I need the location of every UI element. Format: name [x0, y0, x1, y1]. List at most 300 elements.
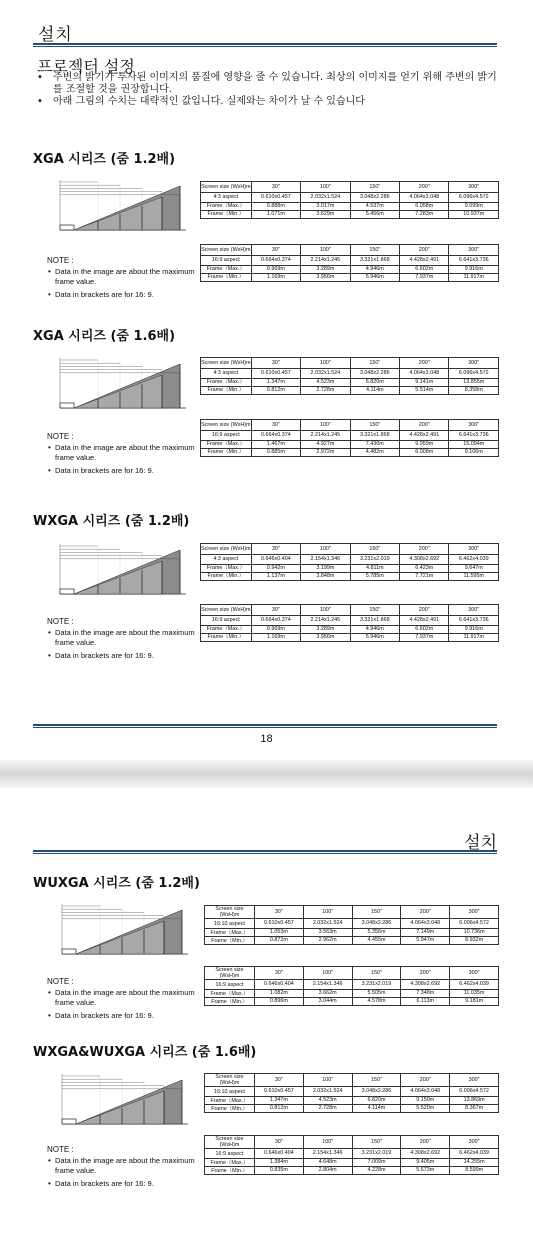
frame-min-row: [201, 449, 499, 457]
projection-diagram: [58, 356, 188, 418]
projection-diagram: [58, 178, 188, 240]
table-cell: 3.321x1.868: [350, 256, 399, 266]
table-cell: 3.629m: [301, 211, 350, 219]
note: [47, 432, 207, 476]
table-cell: 0.835m: [254, 1167, 303, 1175]
table-cell: 0.812m: [251, 387, 300, 395]
table-cell: 200": [400, 245, 449, 256]
table-cell: 200": [400, 182, 449, 193]
frame-max-row: [201, 626, 499, 634]
table-cell: 9.150m: [401, 1097, 450, 1105]
frame-min-row: [201, 211, 499, 219]
table-cell: 11.035m: [450, 990, 499, 998]
table-cell: 6.641x3.736: [449, 616, 499, 626]
row-label: Frame（Min.）: [201, 573, 252, 581]
table-cell: 3.956m: [301, 274, 350, 282]
table-cell: 1.053m: [254, 929, 303, 937]
table-cell: 300": [450, 1136, 499, 1149]
row-label: Frame（Max.）: [201, 203, 252, 211]
table-cell: 150": [350, 182, 399, 193]
dimensions-row: [205, 980, 499, 990]
table-cell: 30": [251, 420, 300, 431]
table-cell: 6.058m: [400, 203, 449, 211]
table-cell: 3.199m: [301, 565, 350, 573]
row-label: Frame（Max.）: [201, 441, 252, 449]
table-cell: 0.888m: [251, 203, 300, 211]
table-cell: 200": [401, 967, 450, 980]
frame-min-row: [205, 1105, 499, 1113]
table-cell: 150": [352, 1074, 401, 1087]
table-cell: 6.008m: [400, 449, 449, 457]
throw-distance-diagram: [60, 902, 190, 964]
size-header-row: [201, 358, 499, 369]
table-cell: 4.114m: [352, 1105, 401, 1113]
table-cell: 13.869m: [450, 1097, 499, 1105]
table-cell: 7.937m: [400, 274, 449, 282]
row-label: Frame（Max.）: [205, 929, 255, 937]
intro-bullet: • 주변의 밝기가 투사된 이미지의 품질에 영향을 줄 수 있습니다. 최상의 이미지를 얻기 위해 주변의 밝기를 조절할 것을 권장합니다.: [37, 72, 497, 96]
note-list: [47, 988, 207, 1022]
note-item: • Data in the image are about the maximum frame value.: [47, 628, 207, 649]
frame-max-row: [201, 379, 499, 387]
section-title: WXGA 시리즈 (줌 1.2배): [33, 514, 190, 529]
row-label: Frame（Min.）: [201, 634, 252, 642]
table-cell: 2.032x1.524: [301, 193, 350, 203]
row-label: Frame（Max.）: [205, 990, 255, 998]
note-list: [47, 443, 207, 477]
table-cell: 3.231x2.019: [350, 555, 399, 565]
row-label: Screen size (WxH)m: [205, 1074, 255, 1087]
table-cell: 300": [449, 245, 499, 256]
section-subtitle: 프로젝터 설정: [37, 57, 135, 76]
table-cell: 0.885m: [251, 449, 300, 457]
throw-distance-diagram: [58, 178, 188, 240]
table-cell: 7.348m: [401, 990, 450, 998]
table-cell: 4.428x2.491: [400, 256, 449, 266]
table-cell: 2.214x1.245: [301, 616, 350, 626]
spec-table: [204, 966, 499, 1006]
table-cell: 0.646x0.404: [254, 980, 303, 990]
table-cell: 4.228m: [352, 1167, 401, 1175]
table-cell: 100": [301, 245, 350, 256]
note-item: • Data in the image are about the maximum frame value.: [47, 1156, 207, 1177]
table-cell: 0.646x0.404: [254, 1149, 303, 1159]
table-cell: 6.641x3.736: [449, 256, 499, 266]
table-cell: 6.820m: [352, 1097, 401, 1105]
row-label: Frame（Min.）: [201, 387, 252, 395]
row-label: 4:3 aspect: [201, 193, 252, 203]
note-list: [47, 267, 207, 301]
table-cell: 5.514m: [400, 387, 449, 395]
table-cell: 100": [301, 420, 350, 431]
table-cell: 150": [352, 967, 401, 980]
table-cell: 0.872m: [254, 937, 303, 945]
table-cell: 5.946m: [350, 274, 399, 282]
size-header-row: [201, 544, 499, 555]
table-cell: 100": [303, 906, 352, 919]
frame-max-row: [201, 441, 499, 449]
row-label: Frame（Min.）: [205, 1167, 255, 1175]
table-cell: 9.106m: [449, 449, 499, 457]
table-cell: 4.537m: [350, 203, 399, 211]
table-cell: 2.154x1.346: [303, 1149, 352, 1159]
spec-table: [200, 244, 499, 282]
frame-min-row: [201, 387, 499, 395]
table-cell: 2.804m: [303, 1167, 352, 1175]
row-label: 4:3 aspect: [201, 369, 252, 379]
projection-diagram: [58, 542, 188, 604]
row-label: 16:9 aspect: [201, 431, 252, 441]
table-cell: 1.137m: [251, 573, 300, 581]
table-cell: 9.647m: [449, 565, 499, 573]
spec-table: [200, 604, 499, 642]
note-item: • Data in brackets are for 16: 9.: [47, 1179, 207, 1190]
table-cell: 4.308x2.692: [401, 980, 450, 990]
table-cell: 4.578m: [352, 998, 401, 1006]
note-item: • Data in the image are about the maximum frame value.: [47, 267, 207, 288]
table-cell: 200": [400, 544, 449, 555]
table-cell: 300": [449, 605, 499, 616]
table-cell: 4.064x3.048: [400, 369, 449, 379]
table-cell: 14.255m: [450, 1159, 499, 1167]
note-heading: NOTE :: [47, 1145, 74, 1154]
table-cell: 300": [449, 358, 499, 369]
table-cell: 9.141m: [400, 379, 449, 387]
note-heading: NOTE :: [47, 256, 74, 265]
table-cell: 2.154x1.346: [301, 555, 350, 565]
table-cell: 4.114m: [350, 387, 399, 395]
table-cell: 6.462x4.039: [450, 1149, 499, 1159]
table-cell: 150": [350, 245, 399, 256]
intro-bullets: [37, 72, 497, 108]
size-header-row: [205, 1136, 499, 1149]
size-header-row: [201, 605, 499, 616]
row-label: Screen size (WxH)m: [205, 1136, 255, 1149]
note: [47, 256, 207, 300]
table-cell: 200": [401, 1074, 450, 1087]
table-cell: 6.462x4.039: [450, 980, 499, 990]
table-cell: 3.289m: [301, 266, 350, 274]
table-cell: 9.959m: [400, 441, 449, 449]
note-item: • Data in brackets are for 16: 9.: [47, 466, 207, 477]
table-cell: 0.610x0.457: [254, 919, 303, 929]
table-cell: 5.520m: [401, 1105, 450, 1113]
spec-table: [200, 181, 499, 219]
table-cell: 100": [301, 358, 350, 369]
note: [47, 617, 207, 661]
table-cell: 5.785m: [350, 573, 399, 581]
row-label: Screen size (WxH)m: [201, 544, 252, 555]
table-cell: 8.932m: [450, 937, 499, 945]
note-item: • Data in the image are about the maximum frame value.: [47, 443, 207, 464]
frame-max-row: [201, 565, 499, 573]
table-cell: 4.523m: [303, 1097, 352, 1105]
table-cell: 100": [301, 182, 350, 193]
table-cell: 0.896m: [254, 998, 303, 1006]
table-cell: 30": [254, 967, 303, 980]
row-label: 16:10 aspect: [205, 1087, 255, 1097]
table-cell: 4.428x2.491: [400, 431, 449, 441]
size-header-row: [205, 967, 499, 980]
row-label: 16:9 aspect: [205, 1149, 255, 1159]
frame-max-row: [201, 266, 499, 274]
size-header-row: [205, 1074, 499, 1087]
table-cell: 4.946m: [350, 266, 399, 274]
table-cell: 0.610x0.457: [251, 193, 300, 203]
section-title: WUXGA 시리즈 (줌 1.2배): [33, 876, 200, 891]
table-cell: 6.113m: [401, 998, 450, 1006]
table-cell: 4.811m: [350, 565, 399, 573]
note-heading: NOTE :: [47, 977, 74, 986]
row-label: Frame（Max.）: [201, 266, 252, 274]
dimensions-row: [201, 369, 499, 379]
table-cell: 7.149m: [401, 929, 450, 937]
table-cell: 0.942m: [251, 565, 300, 573]
table-cell: 7.937m: [400, 634, 449, 642]
row-label: Frame（Min.）: [201, 449, 252, 457]
table-cell: 6.462x4.039: [449, 555, 499, 565]
dimensions-row: [201, 256, 499, 266]
footer-rule: [33, 724, 497, 728]
table-cell: 2.154x1.346: [303, 980, 352, 990]
note-heading: NOTE :: [47, 432, 74, 441]
header-rule: [33, 850, 497, 854]
table-cell: 150": [350, 544, 399, 555]
table-cell: 5.356m: [352, 929, 401, 937]
table-cell: 3.848m: [301, 573, 350, 581]
frame-min-row: [201, 573, 499, 581]
dimensions-row: [201, 193, 499, 203]
table-cell: 200": [400, 605, 449, 616]
table-cell: 200": [400, 420, 449, 431]
table-cell: 11.917m: [449, 634, 499, 642]
table-cell: 150": [350, 605, 399, 616]
row-label: Frame（Max.）: [201, 379, 252, 387]
table-cell: 4.064x3.048: [401, 919, 450, 929]
frame-max-row: [205, 1159, 499, 1167]
note-list: [47, 628, 207, 662]
frame-max-row: [205, 990, 499, 998]
table-cell: 3.231x2.019: [352, 1149, 401, 1159]
spec-table: [200, 419, 499, 457]
table-cell: 200": [401, 906, 450, 919]
table-cell: 30": [251, 358, 300, 369]
table-cell: 1.347m: [251, 379, 300, 387]
table-cell: 2.962m: [303, 937, 352, 945]
table-cell: 9.916m: [449, 266, 499, 274]
table-cell: 4.064x3.048: [400, 193, 449, 203]
frame-min-row: [205, 1167, 499, 1175]
table-cell: 30": [254, 1074, 303, 1087]
table-cell: 30": [251, 605, 300, 616]
table-cell: 8.358m: [449, 387, 499, 395]
table-cell: 6.602m: [400, 266, 449, 274]
note-item: • Data in brackets are for 16: 9.: [47, 651, 207, 662]
row-label: Screen size (WxH)m: [201, 420, 252, 431]
frame-min-row: [205, 937, 499, 945]
table-cell: 8.367m: [450, 1105, 499, 1113]
spec-table: [200, 543, 499, 581]
note-list: [47, 1156, 207, 1190]
row-label: Frame（Min.）: [205, 998, 255, 1006]
section-title: XGA 시리즈 (줌 1.6배): [33, 329, 176, 344]
table-cell: 7.283m: [400, 211, 449, 219]
table-cell: 300": [449, 544, 499, 555]
table-cell: 9.099m: [449, 203, 499, 211]
table-cell: 5.946m: [350, 634, 399, 642]
table-cell: 3.044m: [303, 998, 352, 1006]
table-cell: 10.937m: [449, 211, 499, 219]
table-cell: 200": [401, 1136, 450, 1149]
table-cell: 5.456m: [350, 211, 399, 219]
table-cell: 11.595m: [449, 573, 499, 581]
table-cell: 0.646x0.404: [251, 555, 300, 565]
table-cell: 13.855m: [449, 379, 499, 387]
table-cell: 0.969m: [251, 266, 300, 274]
dimensions-row: [205, 919, 499, 929]
table-cell: 0.664x0.374: [251, 616, 300, 626]
table-cell: 2.214x1.245: [301, 256, 350, 266]
spec-table: [204, 905, 499, 945]
table-cell: 6.820m: [350, 379, 399, 387]
table-cell: 3.563m: [303, 929, 352, 937]
page-number: 18: [260, 733, 273, 745]
table-cell: 30": [251, 544, 300, 555]
table-cell: 7.721m: [400, 573, 449, 581]
table-cell: 1.347m: [254, 1097, 303, 1105]
table-cell: 30": [251, 182, 300, 193]
table-cell: 100": [303, 967, 352, 980]
note-item: • Data in the image are about the maximum frame value.: [47, 988, 207, 1009]
table-cell: 1.467m: [251, 441, 300, 449]
table-cell: 6.423m: [400, 565, 449, 573]
table-cell: 3.321x1.868: [350, 616, 399, 626]
table-cell: 3.048x2.286: [350, 369, 399, 379]
row-label: Frame（Max.）: [205, 1159, 255, 1167]
projection-diagram: [60, 1072, 190, 1134]
table-cell: 6.096x4.572: [450, 1087, 499, 1097]
table-cell: 1.169m: [251, 634, 300, 642]
table-cell: 2.214x1.245: [301, 431, 350, 441]
table-cell: 0.969m: [251, 626, 300, 634]
table-cell: 3.048x2.286: [350, 193, 399, 203]
table-cell: 5.505m: [352, 990, 401, 998]
table-cell: 0.812m: [254, 1105, 303, 1113]
row-label: 4:3 aspect: [201, 555, 252, 565]
table-cell: 100": [303, 1136, 352, 1149]
projection-diagram: [60, 902, 190, 964]
note: [47, 977, 207, 1021]
table-cell: 7.009m: [352, 1159, 401, 1167]
table-cell: 3.956m: [301, 634, 350, 642]
row-label: Frame（Min.）: [201, 274, 252, 282]
table-cell: 2.728m: [303, 1105, 352, 1113]
table-cell: 5.673m: [401, 1167, 450, 1175]
row-label: Screen size (WxH)m: [205, 967, 255, 980]
spec-table: [204, 1135, 499, 1175]
note: [47, 1145, 207, 1189]
frame-max-row: [205, 1097, 499, 1105]
table-cell: 4.308x2.692: [400, 555, 449, 565]
frame-min-row: [201, 274, 499, 282]
table-cell: 6.602m: [400, 626, 449, 634]
table-cell: 30": [254, 1136, 303, 1149]
throw-distance-diagram: [60, 1072, 190, 1134]
table-cell: 300": [449, 182, 499, 193]
table-cell: 3.048x2.286: [352, 919, 401, 929]
table-cell: 150": [352, 906, 401, 919]
table-cell: 150": [350, 358, 399, 369]
spec-table: [204, 1073, 499, 1113]
size-header-row: [201, 245, 499, 256]
frame-max-row: [205, 929, 499, 937]
page-title: 설치: [464, 833, 497, 853]
note-heading: NOTE :: [47, 617, 74, 626]
table-cell: 3.017m: [301, 203, 350, 211]
dimensions-row: [205, 1149, 499, 1159]
dimensions-row: [201, 555, 499, 565]
dimensions-row: [201, 431, 499, 441]
table-cell: 9.916m: [449, 626, 499, 634]
size-header-row: [205, 906, 499, 919]
table-cell: 1.071m: [251, 211, 300, 219]
row-label: 16:9 aspect: [201, 256, 252, 266]
table-cell: 6.641x3.736: [449, 431, 499, 441]
section-title: WXGA&WUXGA 시리즈 (줌 1.6배): [33, 1045, 257, 1060]
table-cell: 4.482m: [350, 449, 399, 457]
dimensions-row: [201, 616, 499, 626]
row-label: Screen size (WxH)m: [201, 182, 252, 193]
table-cell: 6.096x4.572: [449, 193, 499, 203]
throw-distance-diagram: [58, 356, 188, 418]
row-label: 16:10 aspect: [205, 919, 255, 929]
table-cell: 30": [251, 245, 300, 256]
size-header-row: [201, 420, 499, 431]
table-cell: 3.321x1.868: [350, 431, 399, 441]
dimensions-row: [205, 1087, 499, 1097]
row-label: 16:9 aspect: [201, 616, 252, 626]
table-cell: 2.032x1.524: [301, 369, 350, 379]
section-title: XGA 시리즈 (줌 1.2배): [33, 152, 176, 167]
table-cell: 200": [400, 358, 449, 369]
table-cell: 0.664x0.374: [251, 431, 300, 441]
table-cell: 6.096x4.572: [449, 369, 499, 379]
throw-distance-diagram: [58, 542, 188, 604]
table-cell: 2.972m: [301, 449, 350, 457]
table-cell: 3.048x2.286: [352, 1087, 401, 1097]
frame-min-row: [201, 634, 499, 642]
table-cell: 4.523m: [301, 379, 350, 387]
table-cell: 0.610x0.457: [251, 369, 300, 379]
table-cell: 2.032x1.524: [303, 1087, 352, 1097]
row-label: Screen size (WxH)m: [205, 906, 255, 919]
table-cell: 3.662m: [303, 990, 352, 998]
table-cell: 1.384m: [254, 1159, 303, 1167]
table-cell: 2.032x1.524: [303, 919, 352, 929]
table-cell: 11.917m: [449, 274, 499, 282]
table-cell: 4.455m: [352, 937, 401, 945]
table-cell: 4.946m: [350, 626, 399, 634]
note-item: • Data in brackets are for 16: 9.: [47, 290, 207, 301]
page-title: 설치: [38, 25, 73, 45]
table-cell: 10.736m: [450, 929, 499, 937]
row-label: Screen size (WxH)m: [201, 358, 252, 369]
frame-min-row: [205, 998, 499, 1006]
table-cell: 5.947m: [401, 937, 450, 945]
table-cell: 100": [303, 1074, 352, 1087]
row-label: Frame（Max.）: [201, 626, 252, 634]
table-cell: 3.231x2.019: [352, 980, 401, 990]
